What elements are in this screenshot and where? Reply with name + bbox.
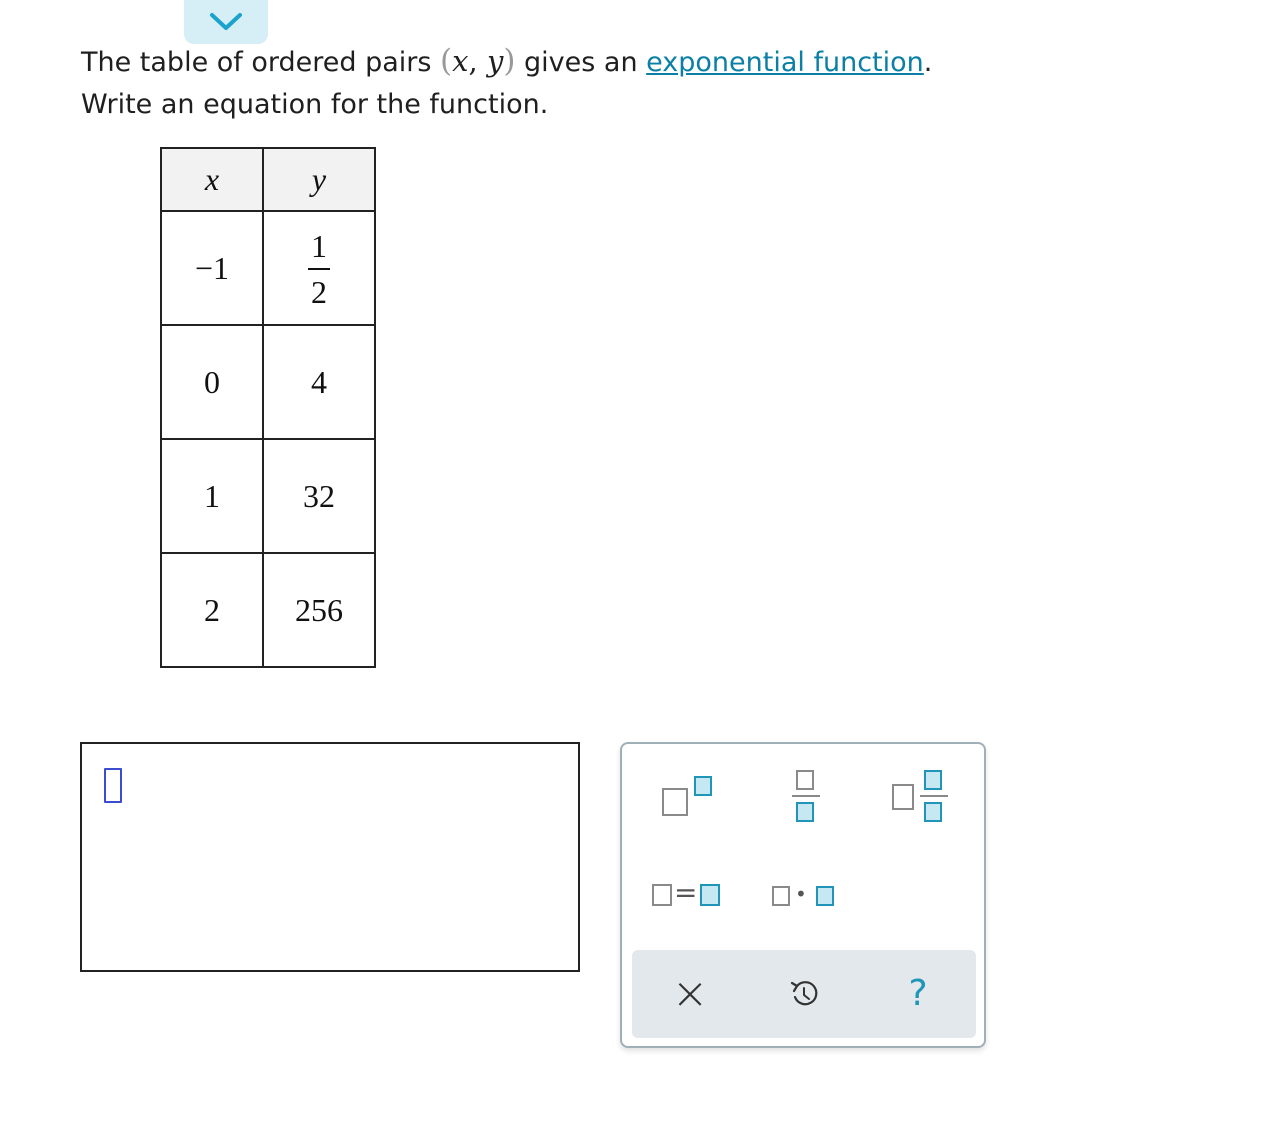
multiply-dot-button[interactable]: [768, 878, 840, 914]
cell-x: 0: [161, 325, 263, 439]
question-line-1: [81, 40, 932, 84]
fraction-denominator: 2: [311, 274, 327, 310]
fraction: [308, 230, 330, 308]
table-header-row: [161, 148, 375, 211]
cell-y: 32: [263, 439, 375, 553]
table-row: [161, 325, 375, 439]
math-var-x: x: [452, 44, 469, 78]
undo-button[interactable]: [754, 950, 854, 1038]
equals-symbol: =: [674, 876, 698, 909]
header-y: y: [263, 148, 375, 211]
equals-button[interactable]: [648, 878, 728, 914]
table-row: [161, 439, 375, 553]
superscript-button[interactable]: [658, 774, 718, 822]
math-comma: ,: [468, 44, 487, 78]
math-var-y: y: [486, 44, 504, 78]
question-text-end: .: [923, 47, 933, 78]
cell-x: 2: [161, 553, 263, 667]
table-row: [161, 211, 375, 325]
ordered-pairs-table: [160, 147, 376, 668]
chevron-down-icon: [206, 10, 246, 34]
question-line-2: Write an equation for the function.: [81, 89, 549, 120]
fraction-button[interactable]: [786, 768, 826, 826]
dot-symbol: •: [795, 882, 807, 906]
clear-button[interactable]: [640, 950, 740, 1038]
cell-y-fraction: [263, 211, 375, 325]
cell-y: 256: [263, 553, 375, 667]
input-placeholder-box: [104, 768, 122, 803]
table-row: [161, 553, 375, 667]
header-x: x: [161, 148, 263, 211]
question-prompt: [81, 40, 932, 126]
cell-x: −1: [161, 211, 263, 325]
fraction-numerator: 1: [311, 228, 327, 264]
mixed-number-button[interactable]: [888, 768, 950, 826]
math-open-paren: (: [440, 43, 453, 79]
math-palette: [620, 742, 986, 1048]
palette-footer: [632, 950, 976, 1038]
collapse-toggle-button[interactable]: [184, 0, 268, 44]
question-text-start: The table of ordered pairs: [81, 47, 441, 78]
undo-icon: [787, 977, 821, 1011]
answer-input[interactable]: [80, 742, 580, 972]
exponential-function-link[interactable]: exponential function: [646, 47, 924, 78]
cell-y: 4: [263, 325, 375, 439]
help-button[interactable]: [868, 950, 968, 1038]
question-text-middle: gives an: [515, 47, 647, 78]
help-icon: ?: [908, 973, 928, 1014]
cell-x: 1: [161, 439, 263, 553]
math-close-paren: ): [503, 43, 516, 79]
close-icon: ×: [671, 968, 709, 1019]
